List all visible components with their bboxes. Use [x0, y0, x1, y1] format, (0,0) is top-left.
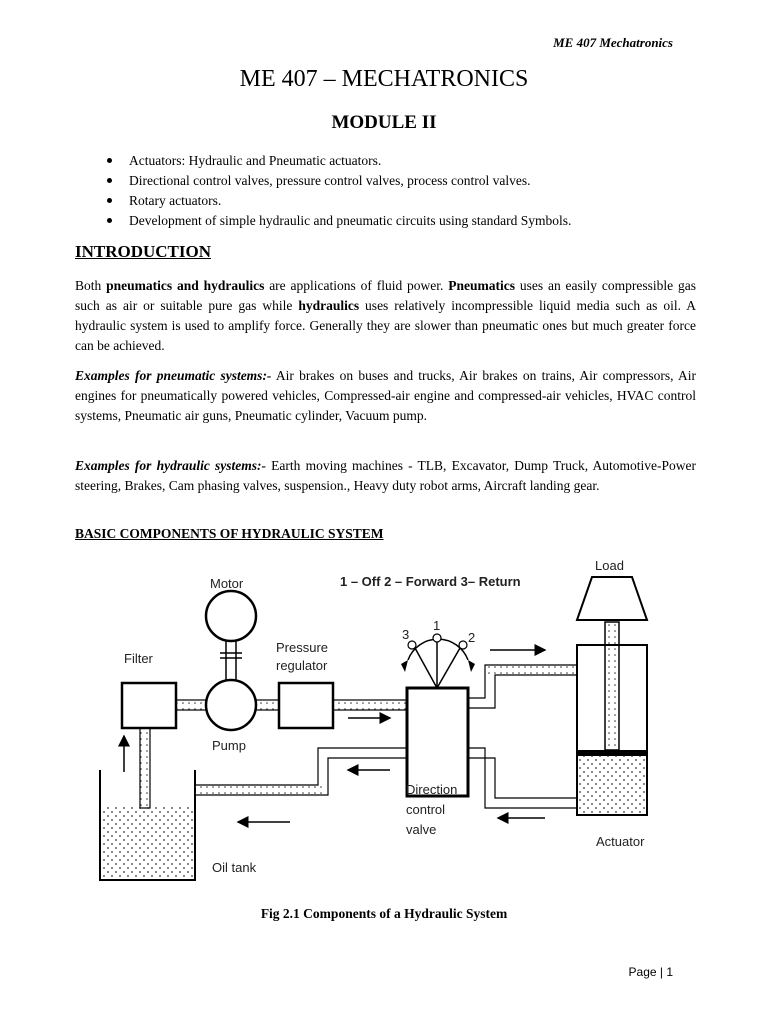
list-item: Actuators: Hydraulic and Pneumatic actuators.: [105, 151, 571, 171]
motor-shaft: [220, 641, 242, 682]
bullet-icon: [107, 158, 112, 163]
load-block: [577, 577, 647, 620]
motor-label: Motor: [210, 576, 244, 591]
list-item: Directional control valves, pressure control valves, process control valves.: [105, 171, 571, 191]
page-title: ME 407 – MECHATRONICS: [239, 66, 529, 92]
module-title: MODULE II: [331, 112, 437, 133]
topic-list: [105, 151, 571, 231]
position-3-label: 3: [402, 627, 410, 642]
hydraulic-examples-paragraph: Examples for hydraulic systems:- Earth moving machines - TLB, Excavator, Dump Truck, Automotive-Power steering, Brakes, Cam phasing valves, suspension., Heavy duty robot arms, Aircraft landing gear.: [75, 458, 697, 493]
pipe-fill: [195, 785, 323, 795]
running-header: ME 407 Mechatronics: [553, 35, 673, 50]
pressure-regulator-label-line1: Pressure: [276, 640, 329, 655]
introduction-paragraph: Both pneumatics and hydraulics are applications of fluid power. Pneumatics uses an easily compressible gas such as air or suitable pure gas while hydraulics uses relatively incompressible liquid media such as oil. A hydraulic system is used to amplify force. Generally they are slower than pneumatic ones but much greater force can be achieved.: [75, 278, 696, 353]
pipe: [176, 700, 206, 710]
list-item: Development of simple hydraulic and pneumatic circuits using standard Symbols.: [105, 211, 571, 231]
bullet-icon: [107, 178, 112, 183]
figure-caption: Fig 2.1 Components of a Hydraulic System: [260, 906, 508, 921]
page-number: Page | 1: [628, 965, 673, 979]
pump-circle: [206, 680, 256, 730]
pipe: [468, 758, 577, 798]
hydraulic-system-diagram: [90, 550, 690, 890]
dcv-label-line1: Direction: [406, 782, 458, 797]
pipe: [333, 700, 407, 710]
actuator-label: Actuator: [596, 834, 645, 849]
pipe: [256, 700, 279, 710]
pipe-fill: [485, 665, 577, 675]
pressure-regulator-block: [279, 683, 333, 728]
position-1-label: 1: [433, 618, 441, 633]
motor-circle: [206, 591, 256, 641]
introduction-heading: INTRODUCTION: [75, 242, 212, 261]
load-label: Load: [595, 558, 624, 573]
actuator-cylinder: [577, 622, 647, 815]
position-2-label: 2: [468, 630, 476, 645]
pneumatic-examples-paragraph: Examples for pneumatic systems:- Air brakes on buses and trucks, Air brakes on trains, Air compressors, Air engines for pneumatically powered vehicles, Compressed-air engine and compressed-air vehicles, HVAC control systems, Pneumatic air guns, Pneumatic cylinder, Vacuum pump.: [75, 368, 696, 423]
basic-components-heading: BASIC COMPONENTS OF HYDRAULIC SYSTEM: [75, 526, 384, 541]
pipe: [468, 748, 577, 808]
direction-control-valve-block: [407, 688, 468, 796]
bullet-icon: [107, 218, 112, 223]
filter-label: Filter: [124, 651, 153, 666]
valve-position-legend: 1 – Off 2 – Forward 3– Return: [340, 574, 521, 589]
bullet-icon: [107, 198, 112, 203]
pressure-regulator-label-line2: regulator: [276, 658, 328, 673]
pump-label: Pump: [212, 738, 246, 753]
dcv-label-line3: valve: [406, 822, 437, 837]
list-item: Rotary actuators.: [105, 191, 571, 211]
valve-lever: [401, 634, 475, 688]
filter-block: [122, 683, 176, 728]
dcv-label-line2: control: [406, 802, 446, 817]
oil-tank-label: Oil tank: [212, 860, 257, 875]
pipe: [468, 675, 577, 708]
return-pipe: [195, 748, 407, 785]
